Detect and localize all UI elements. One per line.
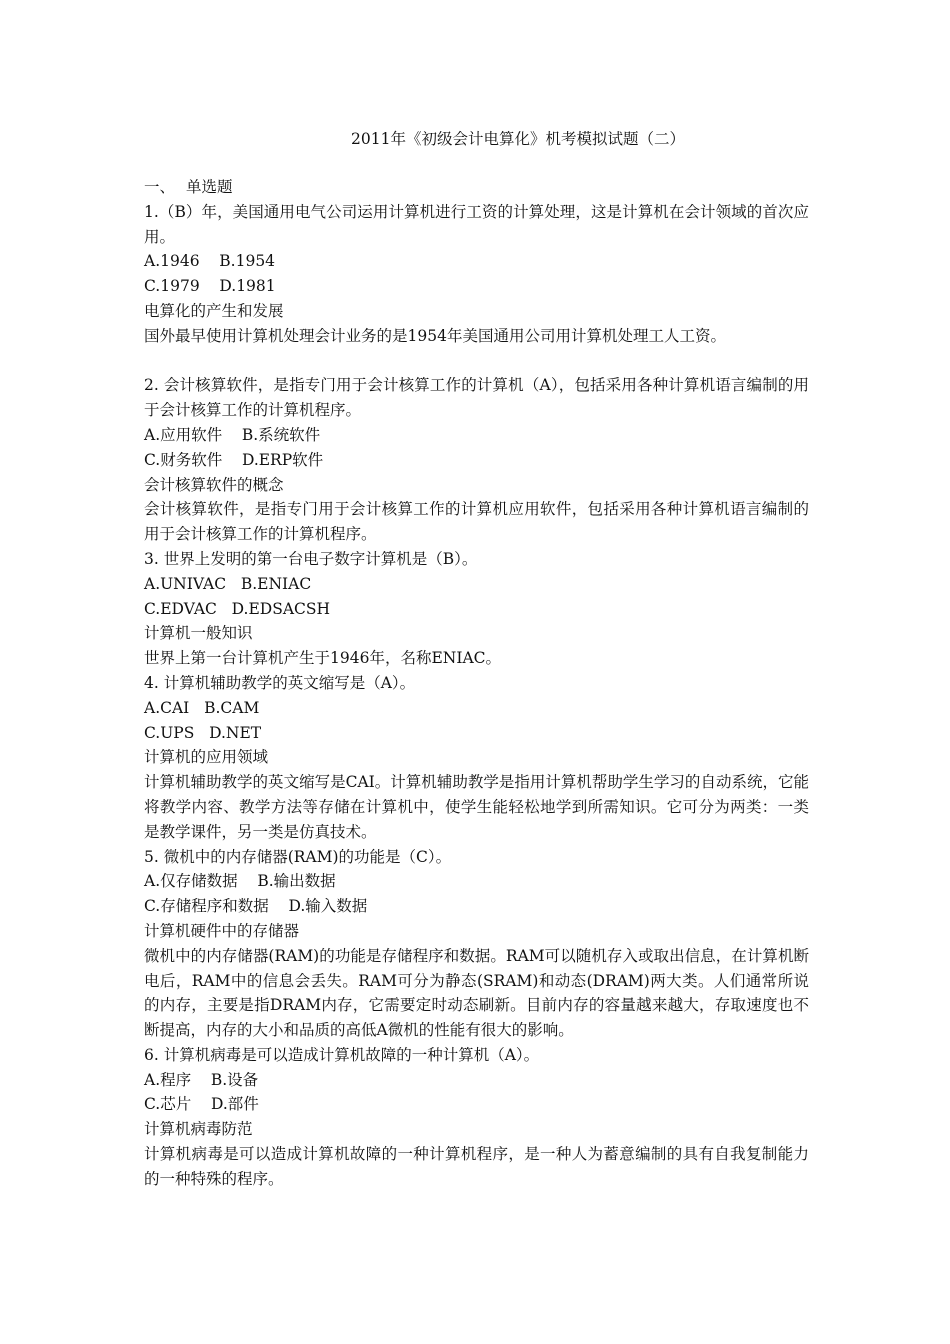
question-options: A.应用软件 B.系统软件 [144, 425, 321, 444]
section-number: 一、 [144, 178, 176, 196]
question-topic: 计算机病毒防范 [144, 1120, 253, 1139]
question-options: C.存储程序和数据 D.输入数据 [144, 897, 368, 916]
question-2 [144, 373, 809, 547]
question-options: C.EDVAC D.EDSACSH [144, 599, 331, 618]
question-stem: 1.（B）年，美国通用电气公司运用计算机进行工资的计算处理，这是计算机在会计领域的首次应用。 [144, 202, 809, 246]
question-stem: 6. 计算机病毒是可以造成计算机故障的一种计算机（A）。 [144, 1045, 540, 1064]
question-options: C.1979 D.1981 [144, 277, 276, 296]
question-options: C.UPS D.NET [144, 723, 262, 742]
document-body [144, 175, 809, 1192]
question-explanation: 世界上第一台计算机产生于1946年，名称ENIAC。 [144, 649, 502, 668]
question-1 [144, 200, 809, 349]
document-title: 2011年《初级会计电算化》机考模拟试题（二） [351, 130, 685, 148]
question-options: C.财务软件 D.ERP软件 [144, 450, 324, 469]
question-3 [144, 547, 809, 671]
question-stem: 2. 会计核算软件，是指专门用于会计核算工作的计算机（A），包括采用各种计算机语言编制的用于会计核算工作的计算机程序。 [144, 376, 809, 420]
question-explanation: 计算机病毒是可以造成计算机故障的一种计算机程序，是一种人为蓄意编制的具有自我复制能力的一种特殊的程序。 [144, 1145, 809, 1188]
question-explanation: 计算机辅助教学的英文缩写是CAI。计算机辅助教学是指用计算机帮助学生学习的自动系统，它能将教学内容、教学方法等存储在计算机中，使学生能轻松地学到所需知识。它可分为两类：一类是教学课件，另一类是仿真技术。 [144, 773, 809, 841]
question-stem: 5. 微机中的内存储器(RAM)的功能是（C）。 [144, 847, 452, 866]
question-6 [144, 1043, 809, 1192]
question-topic: 计算机一般知识 [144, 624, 253, 643]
section-label: 单选题 [186, 178, 233, 196]
question-topic: 计算机的应用领域 [144, 748, 269, 767]
question-options: A.程序 B.设备 [144, 1070, 259, 1089]
question-topic: 计算机硬件中的存储器 [144, 921, 300, 940]
blank-line [144, 349, 809, 374]
question-options: A.1946 B.1954 [144, 252, 276, 271]
question-stem: 4. 计算机辅助教学的英文缩写是（A）。 [144, 673, 416, 692]
question-explanation: 会计核算软件，是指专门用于会计核算工作的计算机应用软件，包括采用各种计算机语言编制的用于会计核算工作的计算机程序。 [144, 500, 809, 544]
section-heading [144, 175, 809, 200]
question-options: C.芯片 D.部件 [144, 1095, 259, 1114]
question-options: A.CAI B.CAM [144, 698, 260, 717]
question-stem: 3. 世界上发明的第一台电子数字计算机是（B）。 [144, 549, 478, 568]
question-topic: 电算化的产生和发展 [144, 301, 284, 320]
question-5 [144, 845, 809, 1043]
question-topic: 会计核算软件的概念 [144, 475, 284, 494]
question-options: A.UNIVAC B.ENIAC [144, 574, 312, 593]
question-options: A.仅存储数据 B.输出数据 [144, 872, 336, 891]
question-explanation: 国外最早使用计算机处理会计业务的是1954年美国通用公司用计算机处理工人工资。 [144, 326, 726, 345]
question-explanation: 微机中的内存储器(RAM)的功能是存储程序和数据。RAM可以随机存入或取出信息，在计算机断电后，RAM中的信息会丢失。RAM可分为静态(SRAM)和动态(DRAM)两大类。人们通常所说的内存，主要是指DRAM内存，它需要定时动态刷新。目前内存的容量越来越大，存取速度也不断提高，内存的大小和品质的高低A微机的性能有很大的影响。 [144, 946, 809, 1040]
question-4 [144, 671, 809, 845]
